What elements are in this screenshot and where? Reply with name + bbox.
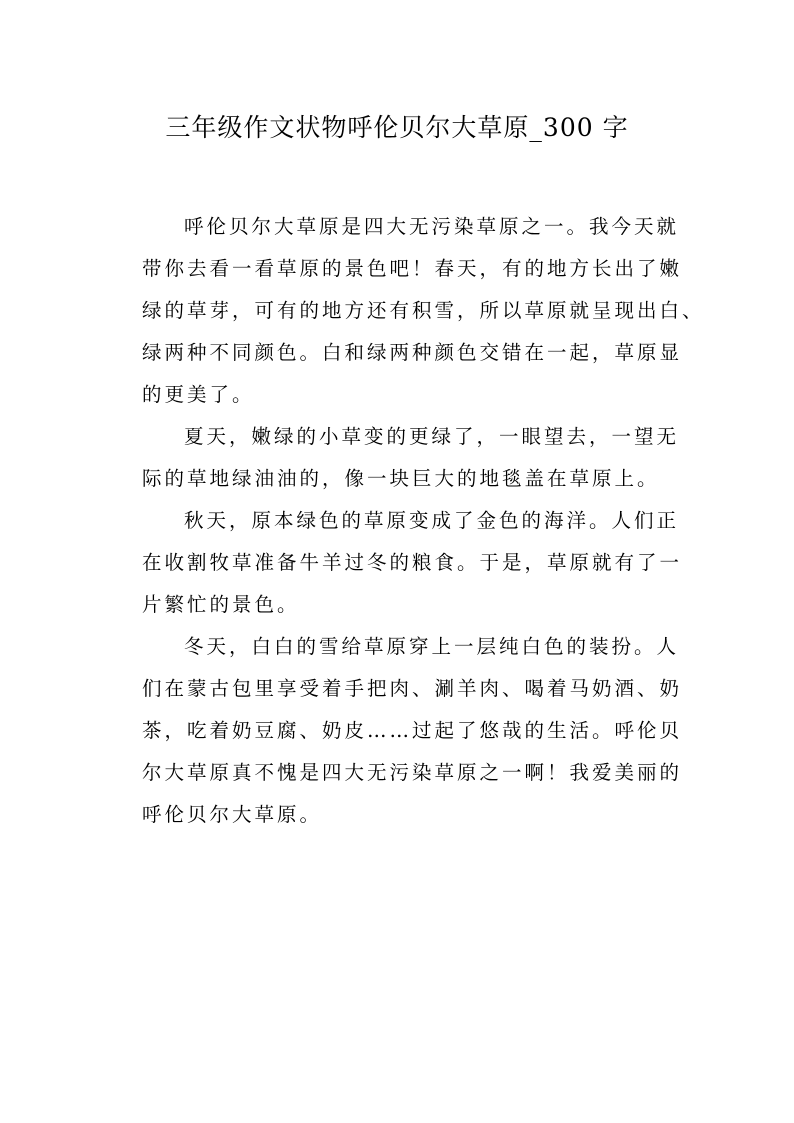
- document-title: 三年级作文状物呼伦贝尔大草原_300 字: [165, 113, 629, 142]
- paragraph-1-line-2: 带你去看一看草原的景色吧！春天，有的地方长出了嫩: [142, 257, 683, 280]
- essay-body: [142, 206, 705, 836]
- paragraph-4-line-1: 冬天，白白的雪给草原穿上一层纯白色的装扮。人: [184, 635, 680, 658]
- paragraph-3-line-1: 秋天，原本绿色的草原变成了金色的海洋。人们正: [184, 509, 680, 532]
- paragraph-4-line-4: 尔大草原真不愧是四大无污染草原之一啊！我爱美丽的: [142, 761, 683, 784]
- paragraph-1-line-5: 的更美了。: [142, 383, 255, 406]
- paragraph-4-line-5: 呼伦贝尔大草原。: [142, 803, 323, 826]
- paragraph-3-line-2: 在收割牧草准备牛羊过冬的粮食。于是，草原就有了一: [142, 551, 683, 574]
- paragraph-1-line-3: 绿的草芽，可有的地方还有积雪，所以草原就呈现出白、: [142, 299, 705, 322]
- paragraph-1-line-4: 绿两种不同颜色。白和绿两种颜色交错在一起，草原显: [142, 341, 683, 364]
- paragraph-1-line-1: 呼伦贝尔大草原是四大无污染草原之一。我今天就: [184, 215, 680, 238]
- paragraph-2-line-2: 际的草地绿油油的，像一块巨大的地毯盖在草原上。: [142, 467, 660, 490]
- paragraph-4-line-3: 茶，吃着奶豆腐、奶皮……过起了悠哉的生活。呼伦贝: [142, 719, 683, 742]
- paragraph-2-line-1: 夏天，嫩绿的小草变的更绿了，一眼望去，一望无: [184, 425, 680, 448]
- paragraph-3-line-3: 片繁忙的景色。: [142, 593, 300, 616]
- paragraph-4-line-2: 们在蒙古包里享受着手把肉、涮羊肉、喝着马奶酒、奶: [142, 677, 683, 700]
